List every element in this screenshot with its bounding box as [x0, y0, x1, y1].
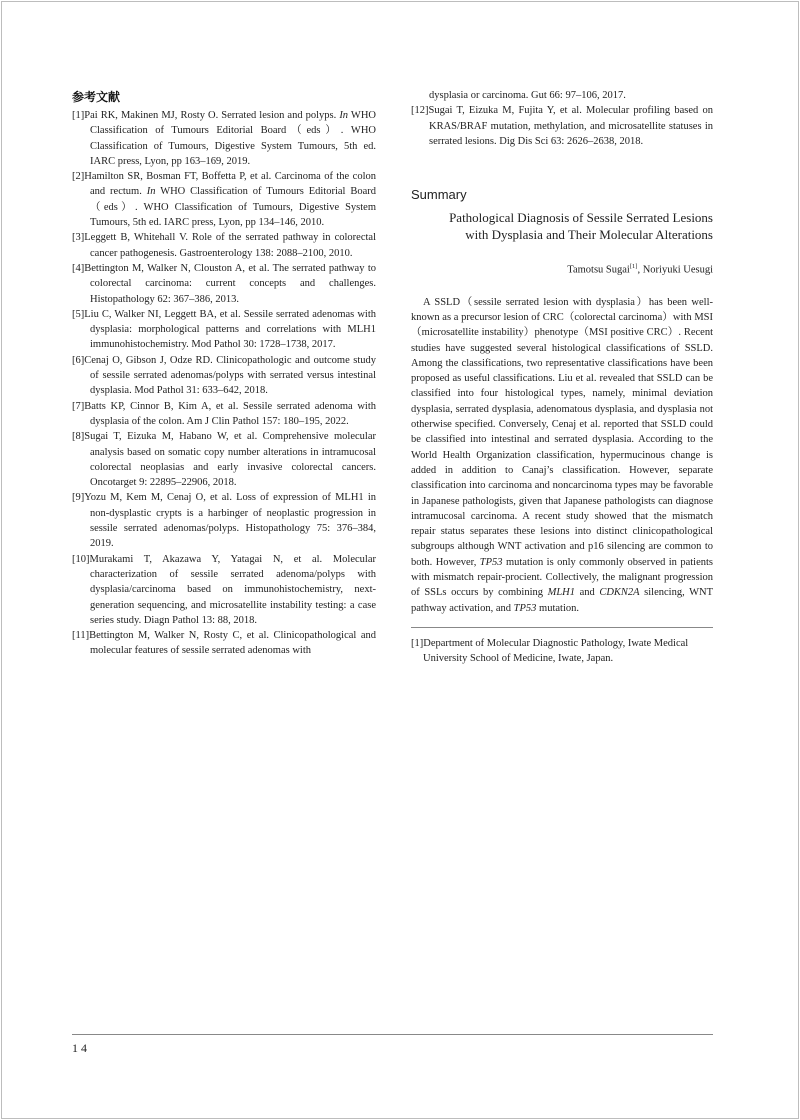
reference-number: [9] — [72, 492, 85, 504]
reference-item — [72, 108, 376, 169]
footer-divider — [72, 1034, 713, 1035]
reference-item — [72, 261, 376, 307]
reference-text: Hamilton SR, Bosman FT, Boffetta P, et al. Carcinoma of the colon and rectum. — [84, 171, 376, 198]
reference-item — [411, 88, 713, 103]
reference-text: Pai RK, Makinen MJ, Rosty O. Serrated lesion and polyps. — [84, 110, 340, 121]
paper-title — [411, 209, 713, 243]
reference-text: WHO Classification of Tumours Editorial Board（eds）. WHO Classification of Tumours, Digestive System Tumours, 5th ed. IARC press, Lyon, pp 134–146, 2010. — [90, 186, 376, 229]
reference-text: Bettington M, Walker N, Rosty C, et al. Clinicopathological and molecular features of sessile serrated adenomas with — [89, 630, 376, 657]
author-affiliation-mark: [1] — [629, 263, 638, 271]
author-rest: , Noriyuki Uesugi — [637, 264, 713, 276]
abstract-gene-name: TP53 — [479, 556, 503, 568]
reference-number: [12] — [411, 105, 429, 117]
reference-item — [72, 307, 376, 353]
reference-text: Leggett B, Whitehall V. Role of the serrated pathway in colorectal cancer pathogenesis. Gastroenterology 138: 2088–2100, 2010. — [84, 232, 376, 259]
abstract-gene-name: TP53 — [513, 602, 537, 614]
affiliation-text: Department of Molecular Diagnostic Pathology, Iwate Medical University School of Medicine, Iwate, Japan. — [423, 637, 689, 665]
references-heading: 参考文献 — [72, 90, 121, 104]
reference-text: Yozu M, Kem M, Cenaj O, et al. Loss of expression of MLH1 in non-dysplastic crypts is a harbinger of neoplastic progression in sessile serrated adenomas/polyps. Histopathology 75: 376–384, 2019. — [84, 492, 376, 550]
authors — [411, 263, 713, 276]
reference-text: Sugai T, Eizuka M, Fujita Y, et al. Molecular profiling based on KRAS/BRAF mutation, methylation, and microsatellite statuses in serrated lesions. Dig Dis Sci 63: 2626–2638, 2018. — [428, 105, 713, 147]
reference-number: [8] — [72, 431, 85, 443]
reference-number: [3] — [72, 232, 85, 244]
abstract-gene-name: MLH1 — [547, 587, 576, 599]
reference-item — [72, 490, 376, 551]
affiliation-number: [1] — [411, 637, 424, 649]
reference-item — [72, 552, 376, 628]
reference-text: dysplasia or carcinoma. Gut 66: 97–106, 2017. — [429, 90, 626, 101]
left-column — [72, 88, 376, 659]
reference-number: [5] — [72, 308, 85, 320]
reference-text: Murakami T, Akazawa Y, Yatagai N, et al. Molecular characterization of sessile serrated adenoma/polyps with dysplasia/carcinoma based on immunohistochemistry, next-generation sequencing, and microsatellite instability testing: a case series study. Diagn Pathol 13: 88, 2018. — [89, 553, 376, 626]
reference-number: [2] — [72, 171, 85, 183]
reference-text: Batts KP, Cinnor B, Kim A, et al. Sessile serrated adenoma with dysplasia of the colon. Am J Clin Pathol 157: 180–195, 2022. — [84, 400, 376, 427]
reference-number: [4] — [72, 262, 85, 274]
reference-number: [10] — [72, 553, 90, 565]
reference-number: [7] — [72, 400, 85, 412]
reference-list-continued — [411, 88, 713, 149]
page-number: 14 — [72, 1041, 90, 1055]
reference-number: [6] — [72, 354, 85, 366]
reference-number: [11] — [72, 630, 90, 642]
reference-number: [1] — [72, 110, 85, 121]
reference-emphasis: In — [339, 110, 349, 121]
abstract — [411, 295, 713, 616]
abstract-text: silencing, WNT pathway activation, and — [411, 587, 713, 614]
affiliation-divider — [411, 627, 713, 628]
abstract-text: mutation is only commonly observed in patients with mismatch repair-procient. Collectively, the malignant progression of SSLs occurs by combining — [411, 556, 713, 599]
reference-text: Liu C, Walker NI, Leggett BA, et al. Sessile serrated adenomas with dysplasia: morphological patterns and correlations with MLH1 immunohistochemistry. Mod Pathol 30: 1728–1738, 2017. — [84, 308, 376, 351]
author-first: Tamotsu Sugai — [567, 264, 630, 276]
paper-title-line-2: with Dysplasia and Their Molecular Alterations — [465, 227, 713, 243]
right-column — [411, 88, 713, 667]
reference-item — [72, 399, 376, 430]
paper-title-line-1: Pathological Diagnosis of Sessile Serrated Lesions — [449, 210, 713, 226]
abstract-gene-name: CDKN2A — [599, 587, 640, 599]
reference-text: Bettington M, Walker N, Clouston A, et al. The serrated pathway to colorectal carcinoma: current concepts and challenges. Histopathology 62: 367–386, 2013. — [84, 262, 376, 305]
reference-item — [72, 628, 376, 659]
reference-item — [72, 169, 376, 230]
reference-item — [72, 353, 376, 399]
reference-text: Cenaj O, Gibson J, Odze RD. Clinicopathologic and outcome study of sessile serrated adenomas/polyps with serrated versus intestinal dysplasia. Mod Pathol 31: 633–642, 2018. — [84, 354, 376, 397]
reference-item — [411, 103, 713, 149]
reference-emphasis: In — [146, 186, 156, 198]
abstract-text: A SSLD（sessile serrated lesion with dysplasia）has been well-known as a precursor lesion of CRC（colorectal carcinoma）with MSI（microsatellite instability）phenotype（MSI positive CRC）. Recent studies have suggested several histological classifications of SSLD. Among the classifications, two representative classifications have been proposed as useful classifications. Liu et al. revealed that SSLD can be classified into four histological types, namely, minimal deviation dysplasia, serrated dysplasia, adenomatous dysplasia, and dysplasia not otherwise specified. Conversely, Cenaj et al. reported that SSLD could be classified into intestinal and serrated dysplasia. According to the World Health Organization classification, hypermucinous change is added in addition to Canaj’s classification. However, separate classification into carcinoma and noncarcinoma types may be favorable in Japanese pathologists, given that Japanese pathologists can diagnose intramucosal carcinoma. A recent study showed that the mismatch repair status separates these lesions into distinct clinicopathological subgroups although WNT activation and p16 silencing are common to both. However, — [411, 296, 713, 568]
reference-item — [72, 230, 376, 261]
reference-text: WHO Classification of Tumours Editorial Board（eds）. WHO Classification of Tumours, Digestive System Tumours, 5th ed. IARC press, Lyon, pp 163–169, 2019. — [90, 110, 376, 167]
reference-text: Sugai T, Eizuka M, Habano W, et al. Comprehensive molecular analysis based on somatic copy number alterations in intramucosal colorectal neoplasias and early invasive colorectal cancers. Oncotarget 9: 22895–22906, 2018. — [84, 431, 376, 489]
abstract-text: and — [575, 587, 600, 599]
reference-list — [72, 108, 376, 659]
reference-item — [72, 429, 376, 490]
affiliation — [411, 636, 713, 667]
summary-heading: Summary — [411, 187, 467, 203]
abstract-text: mutation. — [536, 602, 579, 614]
